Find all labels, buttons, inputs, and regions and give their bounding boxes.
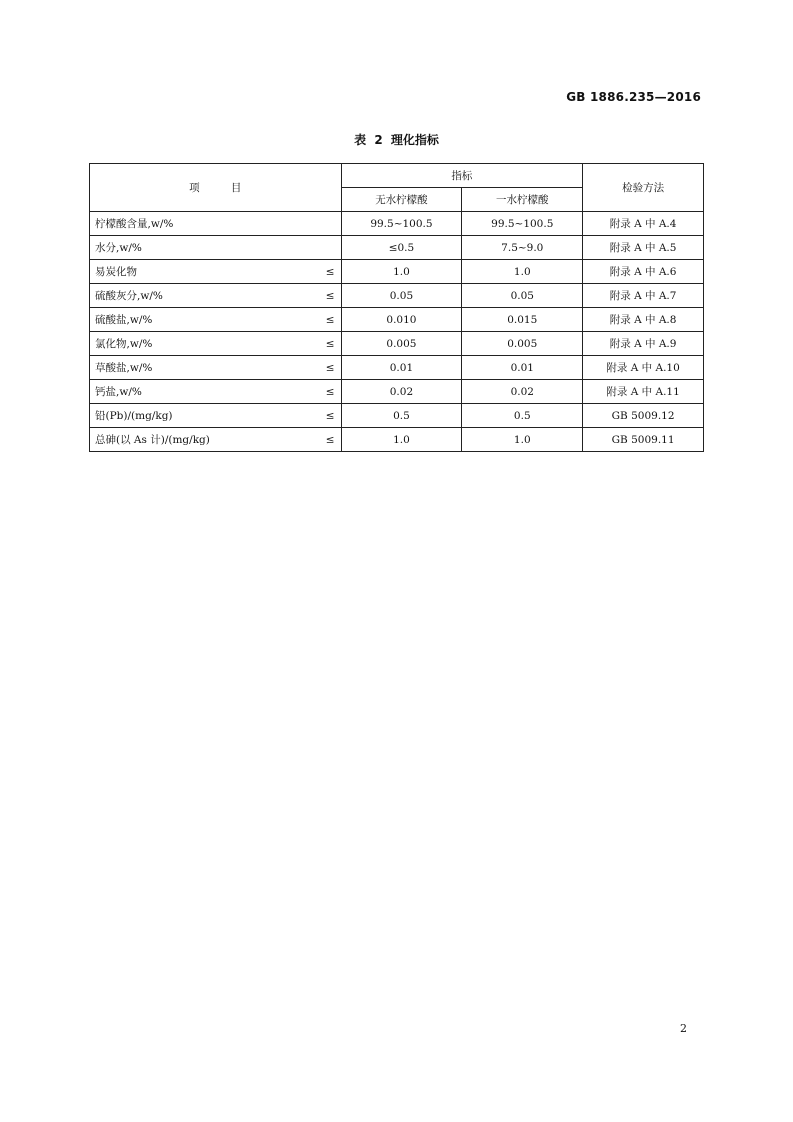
table-row — [90, 380, 704, 404]
table-row — [90, 284, 704, 308]
table-row — [90, 308, 704, 332]
item-cell — [90, 404, 342, 428]
method-cell: 附录 A 中 A.8 — [583, 308, 704, 332]
item-name: 易炭化物 — [95, 266, 137, 278]
monohydrate-value: 0.015 — [462, 308, 583, 332]
limit-symbol: ≤ — [325, 265, 335, 278]
method-cell: GB 5009.12 — [583, 404, 704, 428]
item-name: 氯化物,w/% — [95, 338, 153, 350]
standard-code: GB 1886.235—2016 — [566, 90, 701, 104]
monohydrate-value: 1.0 — [462, 428, 583, 452]
item-cell — [90, 284, 342, 308]
item-cell — [90, 236, 342, 260]
limit-symbol: ≤ — [325, 289, 335, 302]
page-number: 2 — [680, 1022, 687, 1035]
table-row — [90, 404, 704, 428]
monohydrate-value: 0.01 — [462, 356, 583, 380]
item-name: 总砷(以 As 计)/(mg/kg) — [95, 434, 210, 446]
anhydrous-value: 0.010 — [341, 308, 462, 332]
item-name: 草酸盐,w/% — [95, 362, 153, 374]
table-row — [90, 356, 704, 380]
limit-symbol: ≤ — [325, 433, 335, 446]
anhydrous-value: 99.5~100.5 — [341, 212, 462, 236]
header-method: 检验方法 — [583, 164, 704, 212]
monohydrate-value: 0.05 — [462, 284, 583, 308]
monohydrate-value: 0.02 — [462, 380, 583, 404]
header-item: 项 目 — [90, 164, 342, 212]
anhydrous-value: 0.02 — [341, 380, 462, 404]
limit-symbol: ≤ — [325, 385, 335, 398]
limit-symbol: ≤ — [325, 313, 335, 326]
monohydrate-value: 0.005 — [462, 332, 583, 356]
anhydrous-value: 0.5 — [341, 404, 462, 428]
method-cell: GB 5009.11 — [583, 428, 704, 452]
table-row — [90, 236, 704, 260]
item-name: 铅(Pb)/(mg/kg) — [95, 410, 173, 422]
item-cell — [90, 428, 342, 452]
item-cell — [90, 332, 342, 356]
limit-symbol: ≤ — [325, 409, 335, 422]
item-cell — [90, 356, 342, 380]
item-name: 水分,w/% — [95, 242, 142, 254]
method-cell: 附录 A 中 A.5 — [583, 236, 704, 260]
monohydrate-value: 1.0 — [462, 260, 583, 284]
table-row — [90, 212, 704, 236]
limit-symbol: ≤ — [325, 337, 335, 350]
anhydrous-value: 1.0 — [341, 428, 462, 452]
item-name: 硫酸盐,w/% — [95, 314, 153, 326]
method-cell: 附录 A 中 A.4 — [583, 212, 704, 236]
method-cell: 附录 A 中 A.7 — [583, 284, 704, 308]
header-monohydrate: 一水柠檬酸 — [462, 188, 583, 212]
monohydrate-value: 0.5 — [462, 404, 583, 428]
anhydrous-value: 0.005 — [341, 332, 462, 356]
anhydrous-value: 0.05 — [341, 284, 462, 308]
method-cell: 附录 A 中 A.10 — [583, 356, 704, 380]
method-cell: 附录 A 中 A.6 — [583, 260, 704, 284]
method-cell: 附录 A 中 A.11 — [583, 380, 704, 404]
monohydrate-value: 7.5~9.0 — [462, 236, 583, 260]
anhydrous-value: 1.0 — [341, 260, 462, 284]
anhydrous-value: 0.01 — [341, 356, 462, 380]
item-cell — [90, 380, 342, 404]
header-index-group: 指标 — [341, 164, 583, 188]
table-body — [90, 212, 704, 452]
anhydrous-value: ≤0.5 — [341, 236, 462, 260]
table-caption: 表 2 理化指标 — [354, 133, 439, 147]
item-cell — [90, 212, 342, 236]
table-row — [90, 428, 704, 452]
item-name: 硫酸灰分,w/% — [95, 290, 163, 302]
method-cell: 附录 A 中 A.9 — [583, 332, 704, 356]
item-cell — [90, 260, 342, 284]
table-row — [90, 260, 704, 284]
table-row — [90, 332, 704, 356]
header-anhydrous: 无水柠檬酸 — [341, 188, 462, 212]
limit-symbol: ≤ — [325, 361, 335, 374]
monohydrate-value: 99.5~100.5 — [462, 212, 583, 236]
physicochemical-index-table — [89, 163, 704, 452]
item-cell — [90, 308, 342, 332]
item-name: 钙盐,w/% — [95, 386, 142, 398]
item-name: 柠檬酸含量,w/% — [95, 218, 174, 230]
